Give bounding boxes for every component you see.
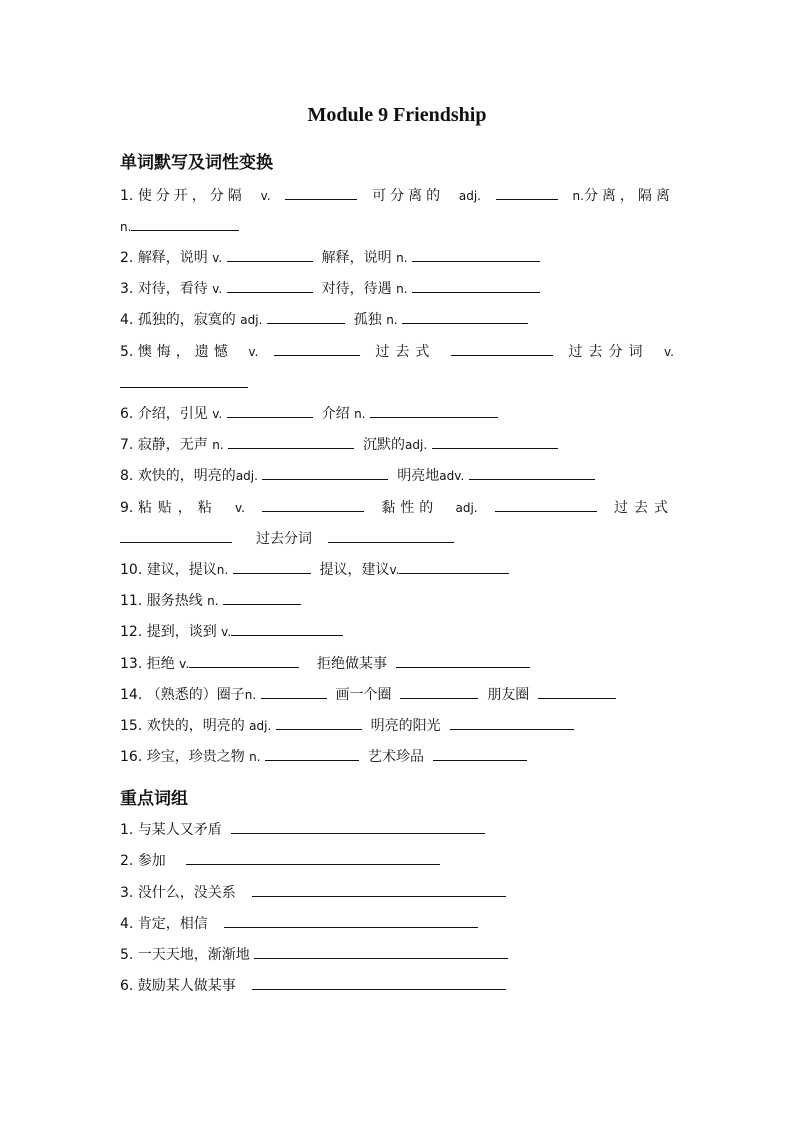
answer-blank[interactable]	[400, 685, 478, 699]
pos-label: v.	[179, 657, 190, 671]
item-number: 6.	[120, 406, 134, 422]
item-prompt: （熟悉的）圈子	[146, 687, 245, 703]
phrase-item-1	[120, 820, 674, 840]
item-number: 2.	[120, 853, 134, 869]
answer-blank[interactable]	[189, 654, 299, 668]
pos-label: n.	[396, 251, 408, 265]
item-prompt: 提议，建议	[319, 562, 390, 578]
answer-blank[interactable]	[254, 945, 508, 959]
item-prompt: 拒绝做某事	[316, 656, 387, 672]
answer-blank[interactable]	[227, 279, 313, 293]
item-prompt: 与某人又矛盾	[137, 822, 222, 838]
item-number: 1.	[120, 188, 134, 204]
vocab-item-5	[120, 342, 674, 362]
vocab-item-16	[120, 747, 674, 767]
vocab-item-6	[120, 404, 674, 424]
item-prompt: 拒绝	[146, 656, 175, 672]
pos-label: n.	[212, 438, 224, 452]
answer-blank[interactable]	[370, 404, 498, 418]
answer-blank[interactable]	[120, 529, 232, 543]
item-prompt: 艺术珍品	[367, 749, 424, 765]
pos-label: v.	[248, 345, 259, 359]
item-prompt: 对待，待遇	[321, 281, 392, 297]
answer-blank[interactable]	[469, 466, 595, 480]
pos-label: v.	[212, 251, 223, 265]
item-number: 15.	[120, 718, 143, 734]
item-number: 10.	[120, 562, 143, 578]
page-title: Module 9 Friendship	[307, 104, 487, 126]
phrase-item-5	[120, 945, 674, 965]
item-prompt: 过去式	[613, 500, 674, 516]
item-number: 14.	[120, 687, 143, 703]
pos-label: n.	[216, 563, 229, 577]
item-number: 11.	[120, 593, 143, 609]
section-vocabulary-heading: 单词默写及词性变换	[120, 153, 273, 173]
vocab-item-2	[120, 248, 674, 268]
answer-blank[interactable]	[120, 374, 248, 388]
answer-blank[interactable]	[495, 498, 597, 512]
vocab-item-12	[120, 622, 674, 642]
pos-label: v.	[663, 345, 674, 359]
item-prompt: 一天天地，渐渐地	[137, 947, 250, 963]
item-prompt: 提到，谈到	[146, 624, 217, 640]
item-number: 5.	[120, 947, 134, 963]
vocab-item-9	[120, 498, 674, 518]
answer-blank[interactable]	[328, 529, 454, 543]
answer-blank[interactable]	[274, 342, 360, 356]
pos-label: v.	[221, 625, 232, 639]
item-prompt: 建议，提议	[146, 562, 217, 578]
item-prompt: 懊悔，遗憾	[137, 344, 233, 360]
answer-blank[interactable]	[433, 747, 527, 761]
pos-label: adj.	[458, 189, 481, 203]
item-number: 9.	[120, 500, 134, 516]
answer-blank[interactable]	[231, 820, 485, 834]
pos-label: n.	[396, 282, 408, 296]
pos-label: n.	[249, 750, 261, 764]
pos-label: n.	[354, 407, 366, 421]
item-prompt: 肯定，相信	[137, 916, 208, 932]
item-prompt: 可分离的	[372, 188, 445, 204]
item-prompt: 黏性的	[381, 500, 439, 516]
pos-label: n.	[572, 189, 584, 203]
answer-blank[interactable]	[412, 248, 540, 262]
item-prompt: 明亮地	[397, 468, 440, 484]
phrase-item-4	[120, 914, 674, 934]
vocab-item-14	[120, 685, 674, 705]
item-prompt: 朋友圈	[487, 687, 530, 703]
item-prompt: 孤独	[353, 312, 382, 328]
answer-blank[interactable]	[186, 851, 440, 865]
answer-blank[interactable]	[267, 310, 345, 324]
item-prompt: 沉默的	[363, 437, 406, 453]
answer-blank[interactable]	[228, 435, 354, 449]
pos-label: v.	[212, 282, 223, 296]
pos-label: v.	[234, 501, 245, 515]
item-number: 7.	[120, 437, 134, 453]
item-prompt: 分离，隔离	[583, 188, 674, 204]
pos-label: n.	[244, 688, 257, 702]
pos-label: adj.	[249, 719, 272, 733]
item-number: 16.	[120, 749, 143, 765]
pos-label: v.	[212, 407, 223, 421]
item-prompt: 画一个圈	[335, 687, 392, 703]
answer-blank[interactable]	[276, 716, 362, 730]
item-prompt: 欢快的，明亮的	[137, 468, 236, 484]
item-number: 4.	[120, 312, 134, 328]
answer-blank[interactable]	[131, 217, 239, 231]
item-number: 1.	[120, 822, 134, 838]
pos-label: adj.	[405, 438, 428, 452]
pos-label: v.	[389, 563, 400, 577]
item-prompt: 介绍，引见	[137, 406, 208, 422]
vocab-item-7	[120, 435, 674, 455]
answer-blank[interactable]	[402, 310, 528, 324]
vocab-item-13	[120, 654, 674, 674]
answer-blank[interactable]	[262, 498, 364, 512]
answer-blank[interactable]	[412, 279, 540, 293]
item-number: 3.	[120, 885, 134, 901]
vocab-item-9-cont	[120, 529, 674, 549]
section-phrases-heading: 重点词组	[120, 789, 188, 809]
item-prompt: 鼓励某人做某事	[137, 978, 236, 994]
pos-label: adj.	[235, 469, 258, 483]
vocab-item-1-cont	[120, 217, 674, 237]
pos-label: v.	[260, 189, 271, 203]
item-prompt: 欢快的，明亮的	[146, 718, 245, 734]
answer-blank[interactable]	[227, 404, 313, 418]
item-prompt: 过去式	[375, 344, 436, 360]
item-prompt: 对待，看待	[137, 281, 208, 297]
answer-blank[interactable]	[538, 685, 616, 699]
item-prompt: 解释，说明	[321, 250, 392, 266]
answer-blank[interactable]	[496, 186, 558, 200]
item-prompt: 珍宝，珍贵之物	[146, 749, 245, 765]
item-prompt: 服务热线	[146, 593, 203, 609]
item-prompt: 使分开，分隔	[137, 188, 246, 204]
item-prompt: 没什么，没关系	[137, 885, 236, 901]
answer-blank[interactable]	[399, 560, 509, 574]
pos-label: adj.	[240, 313, 263, 327]
vocab-item-15	[120, 716, 674, 736]
vocab-item-5-cont	[120, 374, 674, 394]
phrase-item-2	[120, 851, 674, 871]
answer-blank[interactable]	[262, 466, 388, 480]
item-number: 13.	[120, 656, 143, 672]
item-number: 3.	[120, 281, 134, 297]
pos-label: adj.	[455, 501, 478, 515]
answer-blank[interactable]	[432, 435, 558, 449]
vocab-item-4	[120, 310, 674, 330]
answer-blank[interactable]	[450, 716, 574, 730]
answer-blank[interactable]	[285, 186, 357, 200]
answer-blank[interactable]	[265, 747, 359, 761]
item-prompt: 参加	[137, 853, 166, 869]
vocab-item-3	[120, 279, 674, 299]
answer-blank[interactable]	[231, 622, 343, 636]
item-prompt: 寂静，无声	[137, 437, 208, 453]
answer-blank[interactable]	[396, 654, 530, 668]
answer-blank[interactable]	[252, 883, 506, 897]
vocab-item-11	[120, 591, 674, 611]
item-number: 6.	[120, 978, 134, 994]
pos-label: n.	[207, 594, 219, 608]
vocab-item-10	[120, 560, 674, 580]
item-number: 5.	[120, 344, 134, 360]
item-prompt: 过去分词	[256, 531, 312, 547]
vocab-item-1	[120, 186, 674, 206]
answer-blank[interactable]	[224, 914, 478, 928]
vocab-item-8	[120, 466, 674, 486]
pos-label: adv.	[439, 469, 465, 483]
item-number: 12.	[120, 624, 143, 640]
item-prompt: 明亮的阳光	[370, 718, 441, 734]
pos-label: n.	[120, 220, 132, 234]
pos-label: n.	[386, 313, 398, 327]
item-number: 2.	[120, 250, 134, 266]
item-number: 8.	[120, 468, 134, 484]
phrase-item-6	[120, 976, 674, 996]
answer-blank[interactable]	[227, 248, 313, 262]
answer-blank[interactable]	[233, 560, 311, 574]
item-prompt: 粘贴，粘	[137, 500, 218, 516]
item-prompt: 解释，说明	[137, 250, 208, 266]
answer-blank[interactable]	[261, 685, 327, 699]
item-prompt: 孤独的，寂寞的	[137, 312, 236, 328]
item-number: 4.	[120, 916, 134, 932]
answer-blank[interactable]	[223, 591, 301, 605]
item-prompt: 过去分词	[568, 344, 649, 360]
answer-blank[interactable]	[252, 976, 506, 990]
answer-blank[interactable]	[451, 342, 553, 356]
item-prompt: 介绍	[321, 406, 350, 422]
phrase-item-3	[120, 883, 674, 903]
